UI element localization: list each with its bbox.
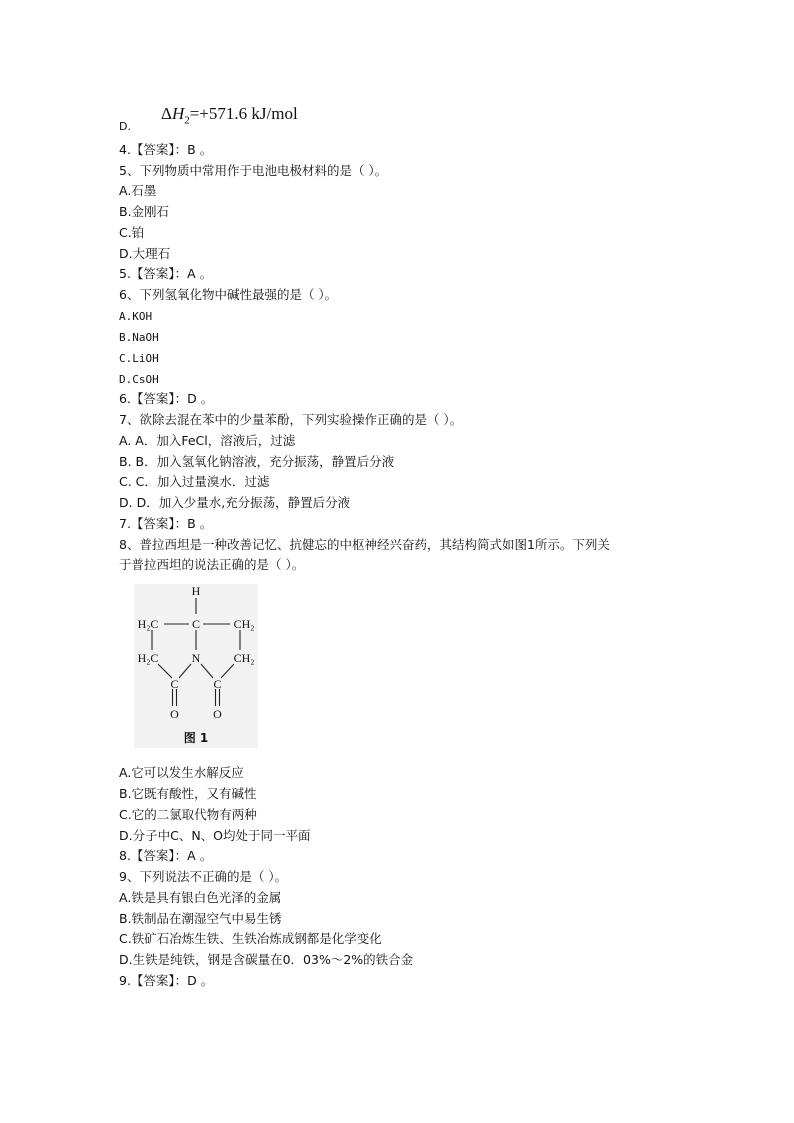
delta-symbol: Δ xyxy=(161,104,172,123)
atom-ch2-right-bottom: CH₂ xyxy=(233,651,255,665)
question-9: 9、下列说法不正确的是（ ）。 xyxy=(119,869,288,884)
bond-ch2-c-lower-right xyxy=(221,664,234,678)
q6-option-b: B.NaOH xyxy=(119,331,159,344)
question-8: 8、普拉西坦是一种改善记忆、抗健忘的中枢神经兴奋药，其结构简式如图1所示。下列关 xyxy=(119,537,610,552)
q8-option-a: A.它可以发生水解反应 xyxy=(119,765,244,780)
q7-option-a: A. A．加入FeCl，溶液后，过滤 xyxy=(119,433,296,448)
atom-ch2-right-top: CH₂ xyxy=(233,617,255,631)
structure-figure xyxy=(134,584,258,748)
atom-c-left: C xyxy=(170,677,179,691)
atom-ch2-left-top: H₂C xyxy=(137,617,159,631)
bond-n-c-left xyxy=(179,664,191,678)
atom-ch2-left-bottom: H₂C xyxy=(137,651,159,665)
answer-9: 9.【答案】：D 。 xyxy=(119,973,214,988)
q8-option-d: D.分子中C、N、O均处于同一平面 xyxy=(119,828,311,843)
q9-option-a: A.铁是具有银白色光泽的金属 xyxy=(119,890,282,905)
answer-6: 6.【答案】：D 。 xyxy=(119,391,214,406)
answer-7: 7.【答案】：B 。 xyxy=(119,516,213,531)
bond-n-c-right xyxy=(201,664,213,678)
q5-option-a: A.石墨 xyxy=(119,183,157,198)
q8-option-b: B.它既有酸性，又有碱性 xyxy=(119,786,257,801)
answer-5: 5.【答案】：A 。 xyxy=(119,266,213,281)
q9-option-b: B.铁制品在潮湿空气中易生锈 xyxy=(119,911,282,926)
enthalpy-value: =+571.6 kJ/mol xyxy=(189,104,298,123)
q6-option-d: D.CsOH xyxy=(119,373,159,386)
q8-option-c: C.它的二氯取代物有两种 xyxy=(119,807,257,822)
atom-h: H xyxy=(191,584,201,598)
enthalpy-symbol: H xyxy=(171,104,185,123)
atom-o-left: O xyxy=(170,707,179,721)
q5-option-b: B.金刚石 xyxy=(119,204,170,219)
answer-4: 4.【答案】：B 。 xyxy=(119,142,213,157)
q9-option-c: C.铁矿石冶炼生铁、生铁冶炼成钢都是化学变化 xyxy=(119,931,382,946)
option-d-label: D. xyxy=(119,120,131,133)
atom-c-center: C xyxy=(191,617,201,631)
q6-option-a: A.KOH xyxy=(119,310,153,323)
q7-option-b: B. B．加入氢氧化钠溶液，充分振荡，静置后分液 xyxy=(119,454,395,469)
q7-option-c: C. C．加入过量溴水．过滤 xyxy=(119,474,270,489)
q7-option-d: D. D．加入少量水,充分振荡，静置后分液 xyxy=(119,495,351,510)
enthalpy-formula xyxy=(161,104,298,126)
q5-option-c: C.铂 xyxy=(119,225,145,240)
q6-option-c: C.LiOH xyxy=(119,352,159,365)
question-7: 7、欲除去混在苯中的少量苯酚，下列实验操作正确的是（ ）。 xyxy=(119,412,463,427)
question-8-cont: 于普拉西坦的说法正确的是（ ）。 xyxy=(119,557,305,572)
atom-n: N xyxy=(191,651,201,665)
atom-o-right: O xyxy=(213,707,222,721)
enthalpy-subscript: 2 xyxy=(184,114,190,127)
bond-ch2-c-lower-left xyxy=(158,664,172,678)
answer-8: 8.【答案】：A 。 xyxy=(119,848,213,863)
q9-option-d: D.生铁是纯铁，钢是含碳量在0．03%～2%的铁合金 xyxy=(119,952,414,967)
question-6: 6、下列氢氧化物中碱性最强的是（ ）。 xyxy=(119,287,338,302)
atom-c-right: C xyxy=(213,677,222,691)
question-5: 5、下列物质中常用作于电池电极材料的是（ ）。 xyxy=(119,163,388,178)
q5-option-d: D.大理石 xyxy=(119,246,171,261)
figure-caption: 图 1 xyxy=(183,731,209,745)
